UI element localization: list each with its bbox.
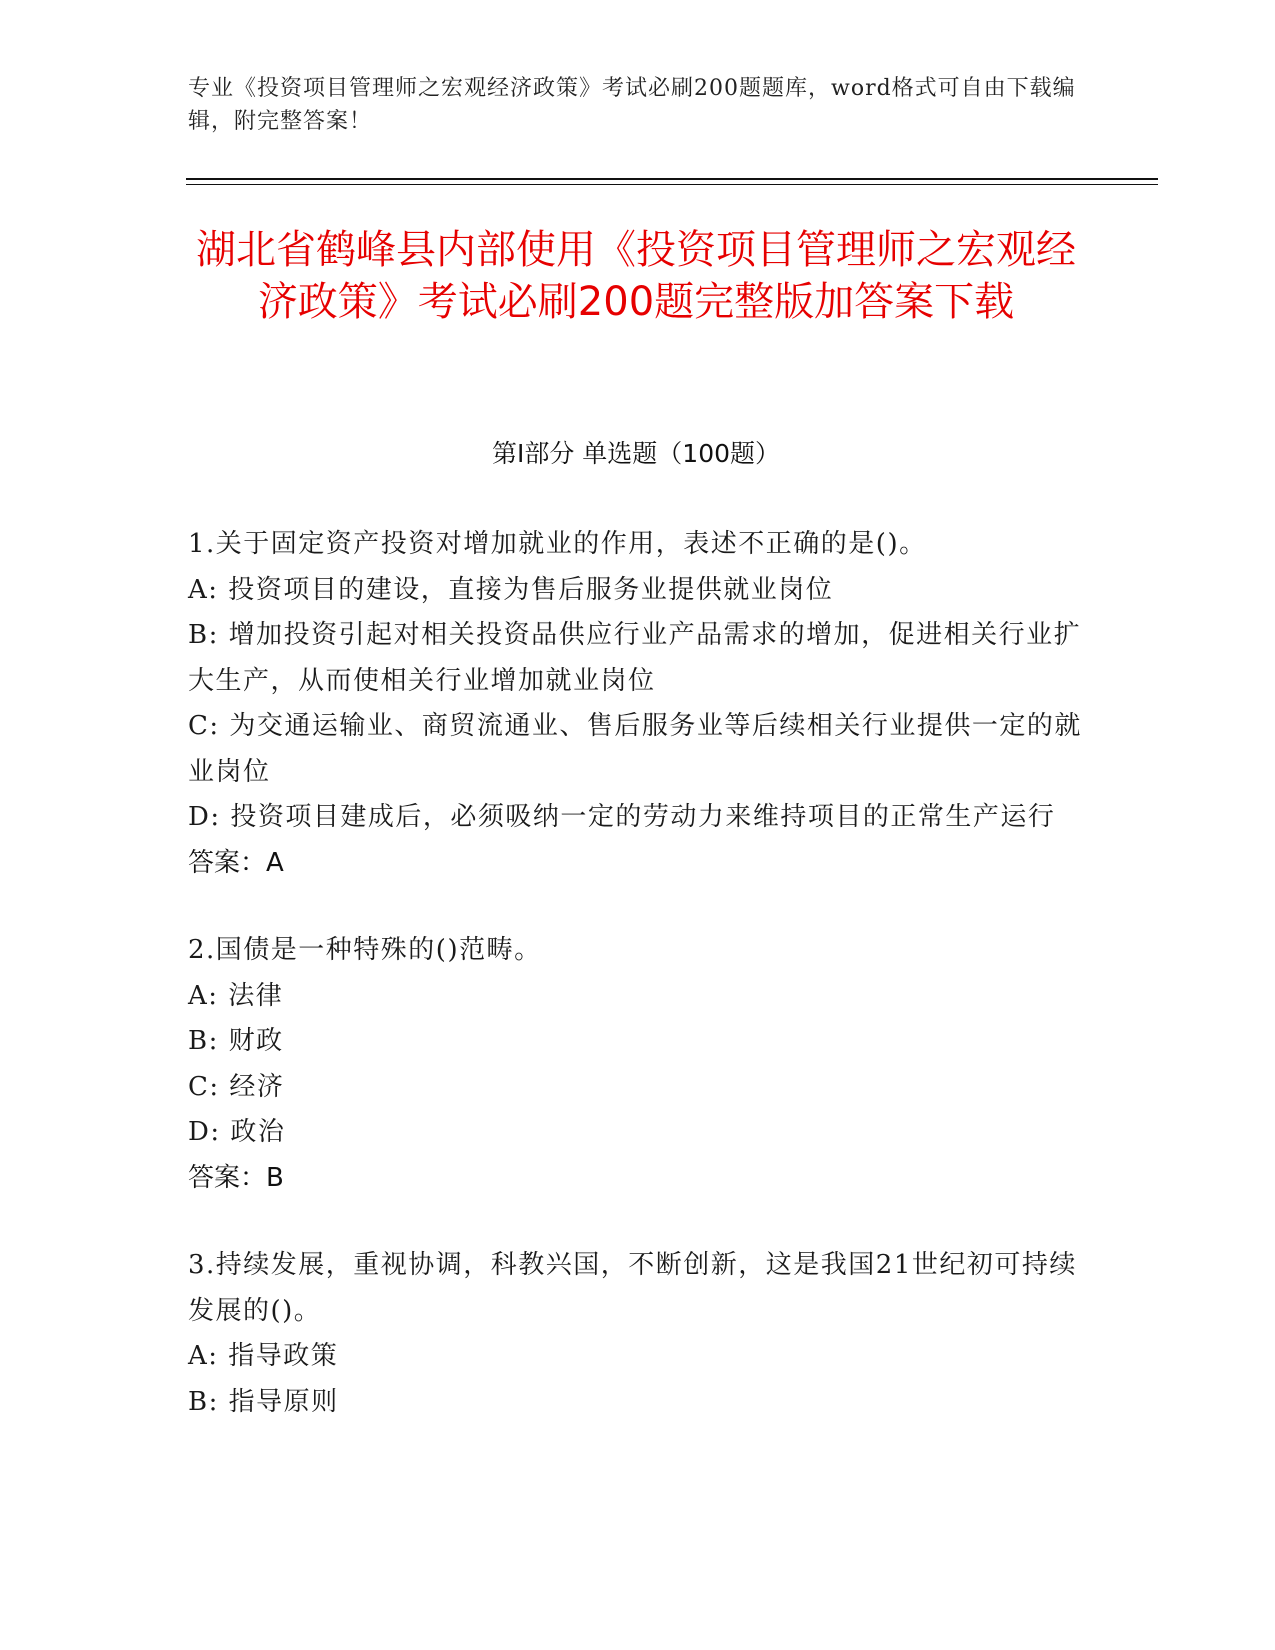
question-3 (188, 1243, 1088, 1425)
option-a: A: 指导政策 (188, 1341, 339, 1371)
option-a: A: 投资项目的建设，直接为售后服务业提供就业岗位 (188, 574, 834, 605)
question-stem: 1.关于固定资产投资对增加就业的作用，表述不正确的是()。 (188, 529, 927, 559)
document-title: 湖北省鹤峰县内部使用《投资项目管理师之宏观经济政策》考试必刷200题完整版加答案下载 (196, 227, 1076, 325)
answer-label: 答案：B (188, 1162, 284, 1193)
option-a: A: 法律 (188, 980, 284, 1011)
header-rule-thin (186, 184, 1158, 185)
option-d: D: 政治 (188, 1117, 286, 1147)
question-stem: 3.持续发展，重视协调，科教兴国，不断创新，这是我国21世纪初可持续发展的()。 (188, 1250, 1077, 1326)
option-b: B: 财政 (188, 1026, 284, 1056)
option-d: D: 投资项目建成后，必须吸纳一定的劳动力来维持项目的正常生产运行 (188, 802, 1056, 832)
option-b: B: 增加投资引起对相关投资品供应行业产品需求的增加，促进相关行业扩大生产，从而使相关行业增加就业岗位 (188, 620, 1082, 696)
question-stem: 2.国债是一种特殊的()范畴。 (188, 935, 542, 965)
section-heading: 第I部分 单选题（100题） (491, 439, 781, 468)
question-1 (188, 522, 1088, 886)
option-c: C: 经济 (188, 1071, 285, 1102)
header-rule-thick (186, 178, 1158, 180)
option-c: C: 为交通运输业、商贸流通业、售后服务业等后续相关行业提供一定的就业岗位 (188, 711, 1082, 787)
answer-label: 答案：A (188, 847, 284, 878)
option-b: B: 指导原则 (188, 1386, 339, 1417)
question-list (188, 522, 1088, 1467)
header-note: 专业《投资项目管理师之宏观经济政策》考试必刷200题题库，word格式可自由下载编辑，附完整答案！ (188, 76, 1076, 134)
question-2 (188, 928, 1088, 1201)
